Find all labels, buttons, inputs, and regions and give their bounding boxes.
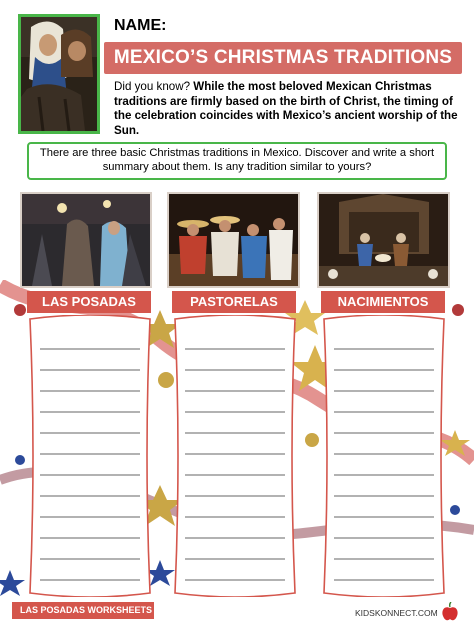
photo-nacimientos [317,192,450,288]
writing-panel-nacimientos[interactable] [320,315,448,597]
procession-photo-icon [22,194,150,286]
footer-brand: KIDSKONNECT.COM [355,608,438,618]
column-label-pastorelas: PASTORELAS [172,291,296,313]
apple-icon [440,602,460,622]
hero-image [18,14,100,134]
intro-bold: While the most beloved Mexican Christmas traditions are firmly based on the birth of Christ, the timing of the celebration coincides with Mexico’s ancient worship of the Sun. [114,80,458,137]
writing-panel-pastorelas[interactable] [171,315,299,597]
star-icon [0,570,25,596]
nativity-scene-photo-icon [319,194,448,286]
photo-las-posadas [20,192,152,288]
page-title: MEXICO’S CHRISTMAS TRADITIONS [113,47,453,68]
photo-pastorelas [167,192,300,288]
column-label-las-posadas: LAS POSADAS [27,291,151,313]
bauble-icon [15,455,25,465]
intro-prefix: Did you know? [114,80,194,93]
shepherds-play-photo-icon [169,194,298,286]
bauble-icon [305,433,319,447]
writing-panel-las-posadas[interactable] [26,315,154,597]
instruction-text: There are three basic Christmas traditions in Mexico. Discover and write a short summary about them. Is any tradition similar to yours? [39,147,435,173]
bauble-icon [14,304,26,316]
name-label: NAME: [114,17,167,34]
column-label-nacimientos: NACIMIENTOS [321,291,445,313]
footer-tag: LAS POSADAS WORKSHEETS [12,602,154,619]
bauble-icon [452,304,464,316]
intro-text [114,80,460,138]
bauble-icon [450,505,460,515]
